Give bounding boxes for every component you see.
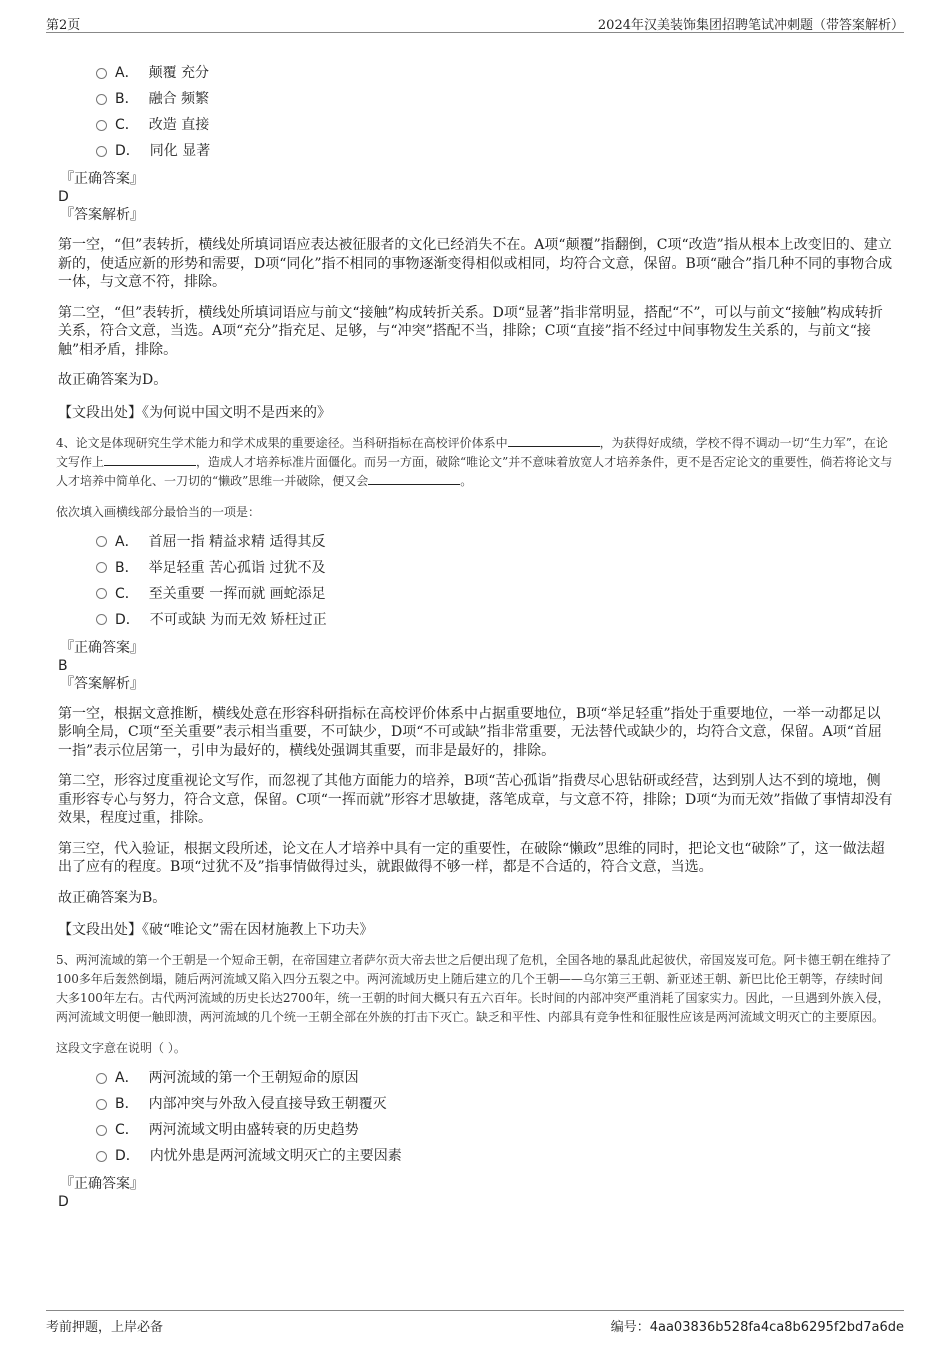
radio-icon[interactable] <box>96 614 107 625</box>
radio-icon[interactable] <box>96 588 107 599</box>
q4-option-a[interactable]: A． 首屈一指 精益求精 适得其反 <box>96 529 894 555</box>
radio-icon[interactable] <box>96 120 107 131</box>
q3-option-a[interactable]: A． 颠覆 充分 <box>96 60 894 86</box>
radio-icon[interactable] <box>96 146 107 157</box>
q3-option-d[interactable]: D． 同化 显著 <box>96 138 894 164</box>
q3-answer: D <box>58 189 69 205</box>
q3-analysis-paragraph: 故正确答案为D。 <box>58 372 168 388</box>
q3-option-c[interactable]: C． 改造 直接 <box>96 112 894 138</box>
q3-options <box>96 60 894 164</box>
q5-options <box>96 1065 894 1169</box>
q5-option-c[interactable]: C． 两河流域文明由盛转衰的历史趋势 <box>96 1117 894 1143</box>
page-number: 第2页 <box>46 18 81 33</box>
page-header <box>46 10 904 33</box>
blank-line <box>508 434 600 447</box>
q5-option-d[interactable]: D． 内忧外患是两河流域文明灭亡的主要因素 <box>96 1143 894 1169</box>
q3-option-b[interactable]: B． 融合 频繁 <box>96 86 894 112</box>
q5-option-b[interactable]: B． 内部冲突与外敌入侵直接导致王朝覆灭 <box>96 1091 894 1117</box>
blank-line <box>104 453 196 466</box>
q4-answer: B <box>58 657 68 674</box>
q4-analysis-paragraph: 第一空，根据文意推断，横线处意在形容科研指标在高校评价体系中占据重要地位，B项“举足轻重”指处于重要地位，一举一动都足以影响全局，C项“至关重要”表示相当重要，不可缺少，D项“不可或缺”指非常重要，无法替代或缺少的，均符合文意，保留。A项“首屈一指”表示位居第一，引申为最好的，横线处强调其重要，而非是最好的，排除。 <box>58 705 882 759</box>
q4-analysis-paragraph: 故正确答案为B。 <box>58 889 167 906</box>
q4-analysis-label: 『答案解析』 <box>60 675 144 692</box>
document-code: 编号：4aa03836b528fa4ca8b6295f2bd7a6de <box>610 1320 904 1335</box>
q3-analysis-paragraph: 第二空，“但”表转折，横线处所填词语应与前文“接触”构成转折关系。D项“显著”指非常明显，搭配“不”，可以与前文“接触”构成转折关系，符合文意，当选。A项“充分”指充足、足够，与“冲突”搭配不当，排除；C项“直接”指不经过中间事物发生关系的，与前文“接触”相矛盾，排除。 <box>58 304 883 358</box>
q4-analysis-paragraph: 第二空，形容过度重视论文写作，而忽视了其他方面能力的培养，B项“苦心孤诣”指费尽心思钻研或经营，达到别人达不到的境地，侧重形容专心与努力，符合文意，保留。C项“一挥而就”形容才思敏捷，落笔成章，与文意不符，排除；D项“为而无效”指做了事情却没有效果，程度过重，排除。 <box>58 773 893 826</box>
radio-icon[interactable] <box>96 536 107 547</box>
q3-answer-label: 『正确答案』 <box>60 171 144 187</box>
radio-icon[interactable] <box>96 1099 107 1110</box>
q4-option-c[interactable]: C． 至关重要 一挥而就 画蛇添足 <box>96 581 894 607</box>
blank-line <box>368 472 460 485</box>
q4-options <box>96 529 894 633</box>
q4-prompt: 依次填入画横线部分最恰当的一项是： <box>56 504 261 519</box>
q5-answer-label: 『正确答案』 <box>60 1176 144 1192</box>
q5-prompt: 这段文字意在说明（ ）。 <box>56 1041 186 1055</box>
radio-icon[interactable] <box>96 1125 107 1136</box>
q4-stem: 4、论文是体现研究生学术能力和学术成果的重要途径。当科研指标在高校评价体系中 ，为获得好成绩，学校不得不调动一切“生力军”，在论文写作上 ，造成人才培养标准片面僵化。而另一方面，破除“唯论文”并不意味着放宽人才培养条件，更不是否定论文的重要性，倘若将论文与人才培养中简单化、一刀切的“懒政”思维一并破除，便又会 。 <box>56 435 893 488</box>
q5-stem: 5、两河流域的第一个王朝是一个短命王朝，在帝国建立者萨尔贡大帝去世之后便出现了危机，全国各地的暴乱此起彼伏，帝国岌岌可危。阿卡德王朝在维持了100多年后轰然倒塌，随后两河流域又陷入四分五裂之中。两河流域历史上随后建立的几个王朝——乌尔第三王朝、新亚述王朝、新巴比伦王朝等，存续时间大多100年左右。古代两河流域的历史长达2700年，统一王朝的时间大概只有五六百年。长时间的内部冲突严重消耗了国家实力。因此，一旦遇到外族入侵，两河流域文明便一触即溃，两河流域的几个统一王朝全部在外族的打击下灭亡。缺乏和平性、内部具有竞争性和征服性应该是两河流域文明灭亡的主要原因。 <box>56 953 892 1024</box>
q5-option-a[interactable]: A． 两河流域的第一个王朝短命的原因 <box>96 1065 894 1091</box>
q3-source: 【文段出处】《为何说中国文明不是西来的》 <box>58 404 331 421</box>
q5-answer: D <box>58 1194 69 1210</box>
radio-icon[interactable] <box>96 1073 107 1084</box>
radio-icon[interactable] <box>96 68 107 79</box>
radio-icon[interactable] <box>96 1151 107 1162</box>
radio-icon[interactable] <box>96 562 107 573</box>
page-footer <box>46 1310 904 1341</box>
q3-analysis-paragraph: 第一空，“但”表转折，横线处所填词语应表达被征服者的文化已经消失不在。A项“颠覆”指翻倒，C项“改造”指从根本上改变旧的、建立新的，使适应新的形势和需要，D项“同化”指不相同的事物逐渐变得相似或相同，均符合文意，保留。B项“融合”指几种不同的事物合成一体，与文意不符，排除。 <box>58 237 893 290</box>
q4-answer-label: 『正确答案』 <box>60 639 144 656</box>
document-title: 2024年汉美装饰集团招聘笔试冲刺题（带答案解析） <box>597 18 904 33</box>
q3-analysis-label: 『答案解析』 <box>60 207 144 223</box>
footer-slogan: 考前押题，上岸必备 <box>46 1320 164 1335</box>
q4-analysis-paragraph: 第三空，代入验证，根据文段所述，论文在人才培养中具有一定的重要性，在破除“懒政”思维的同时，把论文也“破除”了，这一做法超出了应有的程度。B项“过犹不及”指事情做得过头，就跟做得不够一样，都是不合适的，符合文意，当选。 <box>58 840 885 875</box>
page-content <box>56 60 894 1211</box>
q4-option-d[interactable]: D． 不可或缺 为而无效 矫枉过正 <box>96 607 894 633</box>
q4-option-b[interactable]: B． 举足轻重 苦心孤诣 过犹不及 <box>96 555 894 581</box>
radio-icon[interactable] <box>96 94 107 105</box>
q4-source: 【文段出处】《破“唯论文”需在因材施教上下功夫》 <box>58 922 374 938</box>
